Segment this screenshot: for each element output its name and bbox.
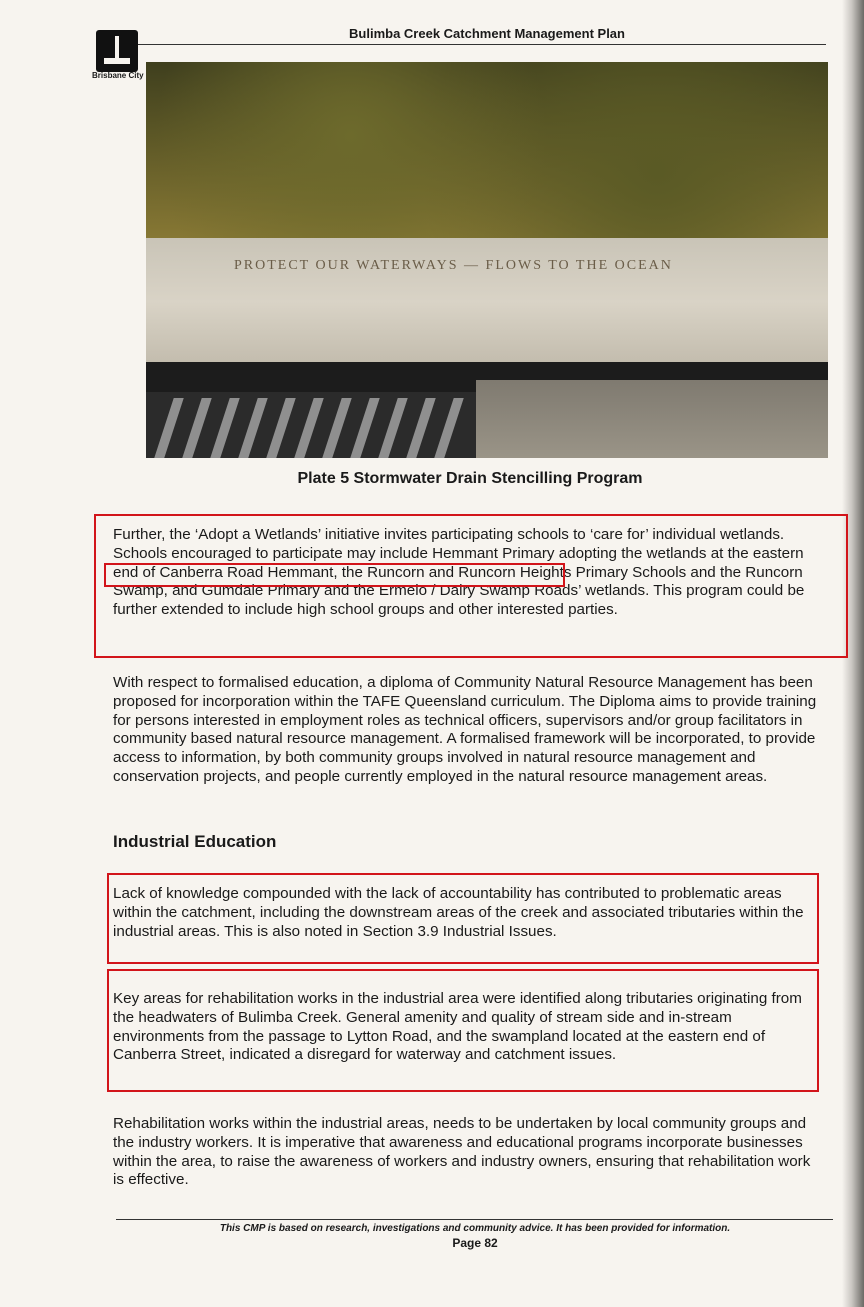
document-header-title: Bulimba Creek Catchment Management Plan — [349, 26, 625, 41]
footer-disclaimer: This CMP is based on research, investigations and community advice. It has been provided for information. — [219, 1223, 731, 1234]
paragraph-adopt-wetlands: Further, the ‘Adopt a Wetlands’ initiative invites participating schools to ‘care for’ individual wetlands. Schools encouraged to participate may include Hemmant Primary adopting the wetlands at the eastern end of Canberra Road Hemmant, the Runcorn and Runcorn Heights Primary Schools and the Runcorn Swamp, and Gumdale Primary and the Ermelo / Dairy Swamp Roads’ wetlands. This program could be further extended to include high school groups and other interested parties. — [113, 526, 805, 619]
road-surface — [476, 380, 828, 458]
footer-divider — [116, 1219, 833, 1220]
paragraph-formalised-education: With respect to formalised education, a diploma of Community Natural Resource Management has been proposed for incorporation within the TAFE Queensland curriculum. The Diploma aims to provide training for persons interested in employment roles as technical officers, supervisors and/or group facilitators in community based natural resource management. A formalised framework will be incorporated, to provide access to information, by both community groups involved in natural resource management and conservation projects, and people currently employed in the natural resource management areas. — [113, 674, 817, 785]
paragraph-rehabilitation-works: Rehabilitation works within the industrial areas, needs to be undertaken by local community groups and the industry workers. It is imperative that awareness and educational programs incorporate businesses within the area, to raise the awareness of workers and industry owners, ensuring that rehabilitation work is effective. — [113, 1115, 811, 1189]
highlight-box-key-areas — [107, 969, 819, 1092]
header-divider — [138, 44, 826, 45]
plate-caption: Plate 5 Stormwater Drain Stencilling Program — [297, 470, 643, 487]
plate-photo — [146, 62, 828, 458]
grass-area — [146, 62, 828, 246]
stencil-text: PROTECT OUR WATERWAYS — FLOWS TO THE OCEAN — [234, 258, 673, 273]
highlight-box-canberra-road — [104, 563, 565, 587]
paragraph-key-areas: Key areas for rehabilitation works in the industrial area were identified along tributaries originating from the headwaters of Bulimba Creek. General amenity and quality of stream side and in-stream environments from the passage to Lytton Road, and the swampland located at the eastern end of Canberra Street, indicated a disregard for waterway and catchment issues. — [113, 990, 802, 1064]
paragraph-lack-of-knowledge: Lack of knowledge compounded with the lack of accountability has contributed to problematic areas within the catchment, including the downstream areas of the creek and associated tributaries within the industrial areas. This is also noted in Section 3.9 Industrial Issues. — [113, 885, 804, 940]
page-number: Page 82 — [452, 1236, 498, 1250]
section-heading-industrial-education: Industrial Education — [113, 832, 277, 851]
drain-grate — [146, 392, 476, 458]
logo-text: Brisbane City — [92, 71, 144, 80]
highlight-box-lack-of-knowledge — [107, 873, 819, 964]
